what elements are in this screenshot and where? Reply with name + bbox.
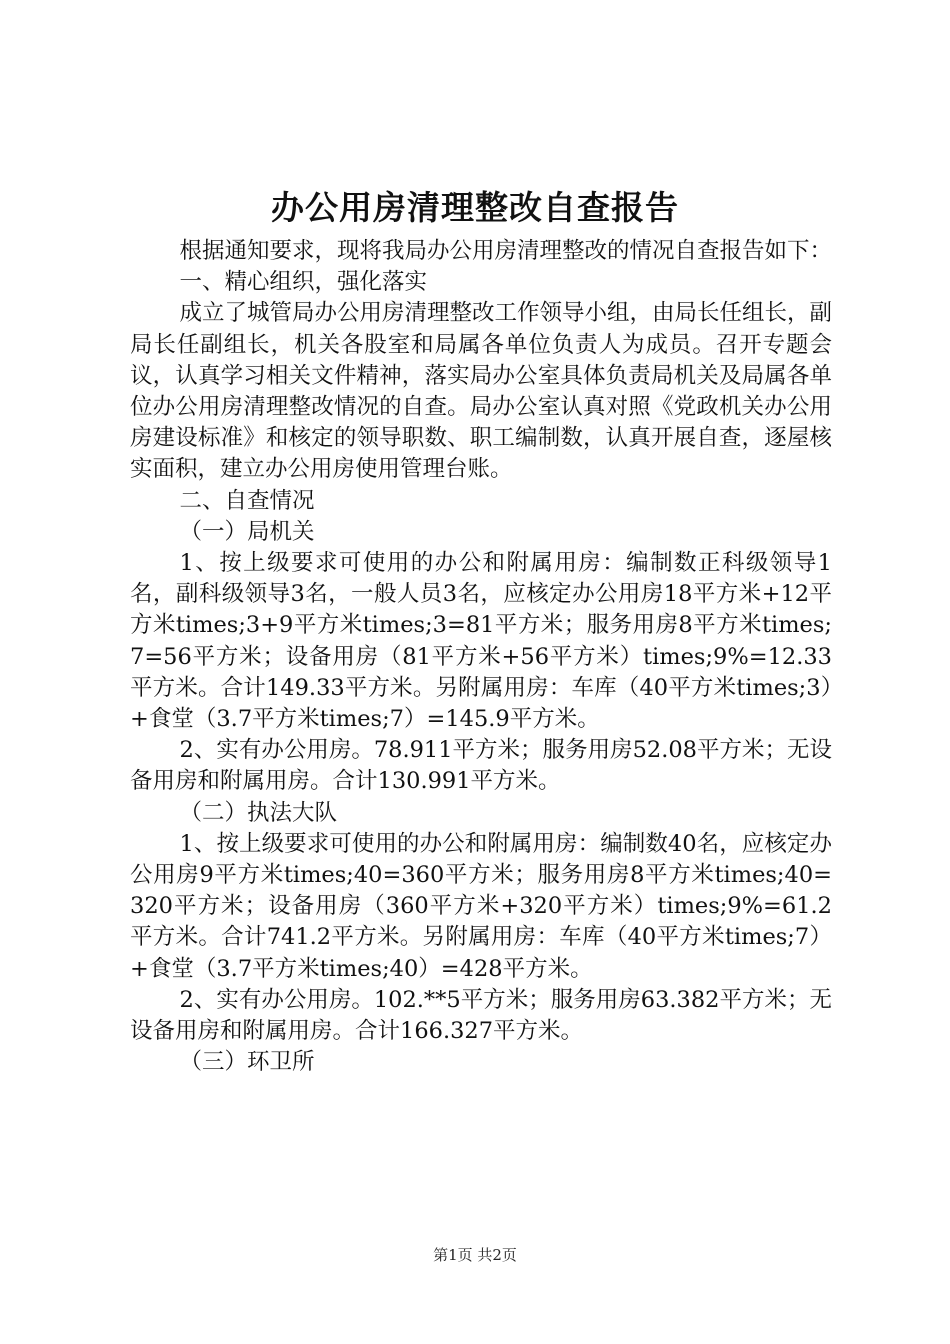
paragraph-intro: 根据通知要求，现将我局办公用房清理整改的情况自查报告如下： [179,238,833,264]
paragraph-bureau-actual: 2、实有办公用房。78.911平方米；服务用房52.08平方米；无设备用房和附属用房。合计130.991平方米。 [130,737,832,795]
paragraph-brigade-actual: 2、实有办公用房。102.**5平方米；服务用房63.382平方米；无设备用房和附属用房。合计166.327平方米。 [130,986,832,1045]
subsection-heading-2: （二）执法大队 [179,799,338,826]
subsection-heading-1: （一）局机关 [179,518,315,545]
document-body [130,236,832,1078]
paragraph-brigade-allowed: 1、按上级要求可使用的办公和附属用房：编制数40名，应核定办公用房9平方米times;40=360平方米；服务用房8平方米times;40=320平方米；设备用房（360平方米+320平方米）times;9%=61.2平方米。合计741.2平方米。另附属用房：车库（40平方米times;7）+食堂（3.7平方米times;40）=428平方米。 [130,830,832,982]
paragraph-organization: 成立了城管局办公用房清理整改工作领导小组，由局长任组长，副局长任副组长，机关各股室和局属各单位负责人为成员。召开专题会议，认真学习相关文件精神，落实局办公室具体负责局机关及局属各单位办公用房清理整改情况的自查。局办公室认真对照《党政机关办公用房建设标准》和核定的领导职数、职工编制数，认真开展自查，逐屋核实面积，建立办公用房使用管理台账。 [130,300,833,483]
section-heading-2: 二、自查情况 [179,487,315,514]
paragraph-bureau-allowed: 1、按上级要求可使用的办公和附属用房：编制数正科级领导1名，副科级领导3名，一般人员3名，应核定办公用房18平方米+12平方米times;3+9平方米times;3=81平方米；服务用房8平方米times;7=56平方米；设备用房（81平方米+56平方米）times;9%=12.33平方米。合计149.33平方米。另附属用房：车库（40平方米times;3）+食堂（3.7平方米times;7）=145.9平方米。 [130,550,832,733]
document-title: 办公用房清理整改自查报告 [271,188,679,227]
subsection-heading-3: （三）环卫所 [179,1049,315,1076]
section-heading-1: 一、精心组织，强化落实 [179,269,428,296]
page-footer: 第1页 共2页 [433,1246,517,1264]
